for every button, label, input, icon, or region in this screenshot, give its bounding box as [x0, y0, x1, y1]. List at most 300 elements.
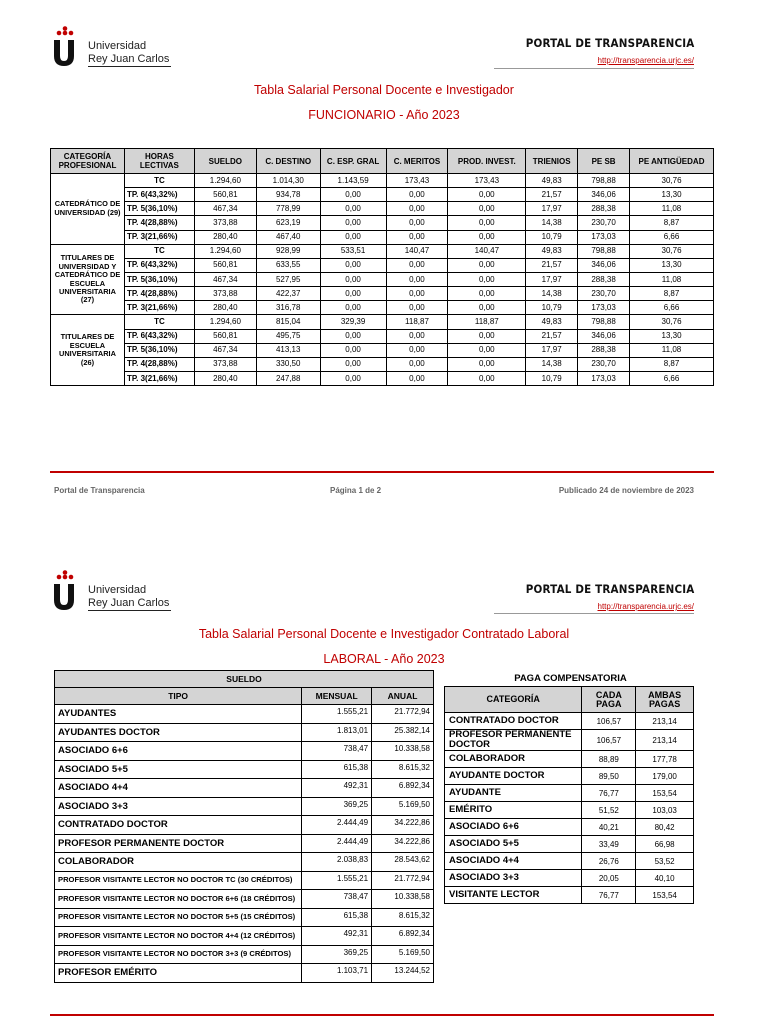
- table-row: [55, 760, 434, 779]
- value-cell: 288,38: [578, 272, 630, 286]
- value-cell: 495,75: [256, 329, 320, 343]
- hours-cell: TP. 3(21,66%): [124, 371, 194, 385]
- categoria-cell: CONTRATADO DOCTOR: [445, 713, 582, 730]
- value-cell: 467,34: [194, 343, 256, 357]
- value-cell: 1.294,60: [194, 244, 256, 258]
- table-header-row: [51, 149, 714, 174]
- hours-cell: TP. 5(36,10%): [124, 202, 194, 216]
- tipo-cell: PROFESOR EMÉRITO: [55, 964, 302, 983]
- table-row: [445, 870, 694, 887]
- value-cell: 467,34: [194, 272, 256, 286]
- value-cell: 467,40: [256, 230, 320, 244]
- column-header: PE SB: [578, 149, 630, 174]
- value-cell: 1.555,21: [302, 705, 372, 724]
- table-caption-row: [55, 671, 434, 688]
- value-cell: 0,00: [386, 329, 448, 343]
- value-cell: 288,38: [578, 343, 630, 357]
- table-row: [51, 272, 714, 286]
- value-cell: 0,00: [386, 216, 448, 230]
- value-cell: 49,83: [526, 174, 578, 188]
- value-cell: 0,00: [386, 188, 448, 202]
- value-cell: 25.382,14: [372, 723, 434, 742]
- hours-cell: TP. 6(43,32%): [124, 188, 194, 202]
- value-cell: 0,00: [320, 329, 386, 343]
- urjc-logo-icon: [52, 570, 78, 616]
- page-1: [0, 0, 768, 510]
- table-row: [55, 779, 434, 798]
- value-cell: 0,00: [386, 371, 448, 385]
- university-name-line1: Universidad: [88, 584, 147, 596]
- hours-cell: TP. 4(28,88%): [124, 357, 194, 371]
- value-cell: 14,38: [526, 287, 578, 301]
- table-header-row: [55, 688, 434, 705]
- paga-compensatoria-table: [444, 686, 694, 904]
- value-cell: 88,89: [582, 751, 636, 768]
- urjc-logo-icon: [52, 26, 78, 72]
- category-cell: CATEDRÁTICO DE UNIVERSIDAD (29): [51, 174, 125, 245]
- value-cell: 8.615,32: [372, 908, 434, 927]
- column-header: AMBAS PAGAS: [636, 687, 694, 713]
- value-cell: 13,30: [630, 329, 714, 343]
- value-cell: 118,87: [448, 315, 526, 329]
- table-row: [55, 871, 434, 890]
- value-cell: 179,00: [636, 768, 694, 785]
- column-header: CATEGORÍA: [445, 687, 582, 713]
- table-row: [51, 244, 714, 258]
- value-cell: 173,03: [578, 230, 630, 244]
- value-cell: 26,76: [582, 853, 636, 870]
- value-cell: 0,00: [386, 230, 448, 244]
- value-cell: 8,87: [630, 357, 714, 371]
- value-cell: 21,57: [526, 188, 578, 202]
- value-cell: 615,38: [302, 760, 372, 779]
- table-row: [51, 230, 714, 244]
- value-cell: 173,03: [578, 301, 630, 315]
- value-cell: 10.338,58: [372, 742, 434, 761]
- value-cell: 0,00: [386, 258, 448, 272]
- value-cell: 738,47: [302, 742, 372, 761]
- value-cell: 280,40: [194, 301, 256, 315]
- university-logo: [52, 570, 171, 616]
- value-cell: 0,00: [448, 216, 526, 230]
- categoria-cell: ASOCIADO 6+6: [445, 819, 582, 836]
- value-cell: 51,52: [582, 802, 636, 819]
- table-row: [55, 816, 434, 835]
- table-row: [51, 343, 714, 357]
- value-cell: 0,00: [448, 272, 526, 286]
- funcionario-salary-table: [50, 148, 714, 386]
- column-header: TRIENIOS: [526, 149, 578, 174]
- column-header: C. MERITOS: [386, 149, 448, 174]
- value-cell: 738,47: [302, 890, 372, 909]
- value-cell: 533,51: [320, 244, 386, 258]
- value-cell: 153,54: [636, 785, 694, 802]
- value-cell: 140,47: [386, 244, 448, 258]
- hours-cell: TC: [124, 315, 194, 329]
- table-row: [51, 287, 714, 301]
- category-cell: TITULARES DE ESCUELA UNIVERSITARIA (26): [51, 315, 125, 386]
- hours-cell: TP. 5(36,10%): [124, 272, 194, 286]
- column-header: SUELDO: [194, 149, 256, 174]
- tipo-cell: CONTRATADO DOCTOR: [55, 816, 302, 835]
- value-cell: 6,66: [630, 230, 714, 244]
- value-cell: 373,88: [194, 216, 256, 230]
- column-header: CADA PAGA: [582, 687, 636, 713]
- value-cell: 140,47: [448, 244, 526, 258]
- value-cell: 8,87: [630, 287, 714, 301]
- value-cell: 0,00: [448, 343, 526, 357]
- value-cell: 177,78: [636, 751, 694, 768]
- tipo-cell: PROFESOR VISITANTE LECTOR NO DOCTOR TC (30 CRÉDITOS): [55, 871, 302, 890]
- compensatoria-caption: PAGA COMPENSATORIA: [514, 673, 627, 684]
- tipo-cell: ASOCIADO 5+5: [55, 760, 302, 779]
- value-cell: 422,37: [256, 287, 320, 301]
- column-header: ANUAL: [372, 688, 434, 705]
- value-cell: 17,97: [526, 343, 578, 357]
- value-cell: 0,00: [448, 329, 526, 343]
- value-cell: 8,87: [630, 216, 714, 230]
- categoria-cell: COLABORADOR: [445, 751, 582, 768]
- value-cell: 247,88: [256, 371, 320, 385]
- table-row: [55, 834, 434, 853]
- value-cell: 106,57: [582, 730, 636, 751]
- value-cell: 213,14: [636, 713, 694, 730]
- value-cell: 0,00: [448, 357, 526, 371]
- value-cell: 329,39: [320, 315, 386, 329]
- value-cell: 0,00: [320, 287, 386, 301]
- value-cell: 33,49: [582, 836, 636, 853]
- hours-cell: TC: [124, 174, 194, 188]
- value-cell: 49,83: [526, 244, 578, 258]
- value-cell: 0,00: [448, 188, 526, 202]
- value-cell: 1.103,71: [302, 964, 372, 983]
- column-header: HORAS LECTIVAS: [124, 149, 194, 174]
- value-cell: 173,43: [386, 174, 448, 188]
- value-cell: 14,38: [526, 357, 578, 371]
- value-cell: 230,70: [578, 287, 630, 301]
- categoria-cell: ASOCIADO 5+5: [445, 836, 582, 853]
- value-cell: 13,30: [630, 258, 714, 272]
- value-cell: 560,81: [194, 188, 256, 202]
- value-cell: 106,57: [582, 713, 636, 730]
- value-cell: 1.813,01: [302, 723, 372, 742]
- value-cell: 34.222,86: [372, 816, 434, 835]
- table-row: [51, 371, 714, 385]
- table-row: [445, 887, 694, 904]
- table-row: [55, 908, 434, 927]
- column-header: C. DESTINO: [256, 149, 320, 174]
- value-cell: 6,66: [630, 301, 714, 315]
- value-cell: 213,14: [636, 730, 694, 751]
- value-cell: 21,57: [526, 258, 578, 272]
- table-header-row: [445, 687, 694, 713]
- table-row: [445, 713, 694, 730]
- table-row: [55, 890, 434, 909]
- value-cell: 49,83: [526, 315, 578, 329]
- page-subtitle: FUNCIONARIO - Año 2023: [308, 108, 460, 122]
- table-row: [55, 797, 434, 816]
- value-cell: 13,30: [630, 188, 714, 202]
- value-cell: 615,38: [302, 908, 372, 927]
- value-cell: 1.014,30: [256, 174, 320, 188]
- value-cell: 11,08: [630, 272, 714, 286]
- tipo-cell: ASOCIADO 6+6: [55, 742, 302, 761]
- header-divider: [494, 68, 694, 69]
- value-cell: 80,42: [636, 819, 694, 836]
- value-cell: 30,76: [630, 315, 714, 329]
- value-cell: 10,79: [526, 301, 578, 315]
- footer-page-number: Página 1 de 2: [330, 486, 382, 495]
- tipo-cell: AYUDANTES DOCTOR: [55, 723, 302, 742]
- table-row: [51, 329, 714, 343]
- page-subtitle: LABORAL - Año 2023: [323, 652, 445, 666]
- portal-header: [507, 36, 694, 65]
- value-cell: 1.294,60: [194, 315, 256, 329]
- table-row: [445, 802, 694, 819]
- value-cell: 560,81: [194, 258, 256, 272]
- table-row: [55, 742, 434, 761]
- value-cell: 34.222,86: [372, 834, 434, 853]
- value-cell: 118,87: [386, 315, 448, 329]
- table-caption: SUELDO: [55, 671, 434, 688]
- value-cell: 288,38: [578, 202, 630, 216]
- table-row: [51, 301, 714, 315]
- table-row: [51, 202, 714, 216]
- page-2: [0, 560, 768, 1024]
- value-cell: 0,00: [448, 258, 526, 272]
- value-cell: 413,13: [256, 343, 320, 357]
- value-cell: 21.772,94: [372, 871, 434, 890]
- value-cell: 0,00: [448, 230, 526, 244]
- value-cell: 0,00: [448, 287, 526, 301]
- tipo-cell: AYUDANTES: [55, 705, 302, 724]
- tipo-cell: ASOCIADO 4+4: [55, 779, 302, 798]
- categoria-cell: VISITANTE LECTOR: [445, 887, 582, 904]
- value-cell: 10.338,58: [372, 890, 434, 909]
- tipo-cell: PROFESOR VISITANTE LECTOR NO DOCTOR 3+3 (9 CRÉDITOS): [55, 945, 302, 964]
- value-cell: 0,00: [386, 357, 448, 371]
- value-cell: 0,00: [448, 371, 526, 385]
- portal-url-link[interactable]: http://transparencia.urjc.es/: [597, 56, 694, 65]
- value-cell: 173,03: [578, 371, 630, 385]
- portal-title: PORTAL DE TRANSPARENCIA: [525, 582, 694, 596]
- footer-published-date: Publicado 24 de noviembre de 2023: [558, 486, 694, 495]
- value-cell: 373,88: [194, 357, 256, 371]
- value-cell: 0,00: [448, 202, 526, 216]
- value-cell: 280,40: [194, 371, 256, 385]
- value-cell: 6.892,34: [372, 927, 434, 946]
- value-cell: 14,38: [526, 216, 578, 230]
- value-cell: 0,00: [386, 301, 448, 315]
- column-header: C. ESP. GRAL: [320, 149, 386, 174]
- value-cell: 373,88: [194, 287, 256, 301]
- column-header: TIPO: [55, 688, 302, 705]
- tipo-cell: PROFESOR VISITANTE LECTOR NO DOCTOR 6+6 (18 CRÉDITOS): [55, 890, 302, 909]
- value-cell: 17,97: [526, 202, 578, 216]
- value-cell: 330,50: [256, 357, 320, 371]
- value-cell: 467,34: [194, 202, 256, 216]
- value-cell: 560,81: [194, 329, 256, 343]
- hours-cell: TP. 6(43,32%): [124, 329, 194, 343]
- value-cell: 934,78: [256, 188, 320, 202]
- table-row: [55, 723, 434, 742]
- table-row: [445, 836, 694, 853]
- tipo-cell: COLABORADOR: [55, 853, 302, 872]
- value-cell: 778,99: [256, 202, 320, 216]
- value-cell: 230,70: [578, 216, 630, 230]
- table-row: [51, 188, 714, 202]
- value-cell: 8.615,32: [372, 760, 434, 779]
- value-cell: 2.038,83: [302, 853, 372, 872]
- table-row: [51, 174, 714, 188]
- value-cell: 0,00: [386, 272, 448, 286]
- value-cell: 0,00: [448, 301, 526, 315]
- value-cell: 0,00: [320, 216, 386, 230]
- tipo-cell: PROFESOR PERMANENTE DOCTOR: [55, 834, 302, 853]
- categoria-cell: PROFESOR PERMANENTE DOCTOR: [445, 730, 582, 751]
- value-cell: 0,00: [320, 188, 386, 202]
- hours-cell: TP. 4(28,88%): [124, 216, 194, 230]
- value-cell: 0,00: [320, 357, 386, 371]
- value-cell: 153,54: [636, 887, 694, 904]
- table-row: [445, 853, 694, 870]
- table-row: [445, 768, 694, 785]
- value-cell: 798,88: [578, 315, 630, 329]
- table-row: [55, 853, 434, 872]
- value-cell: 2.444,49: [302, 834, 372, 853]
- value-cell: 21.772,94: [372, 705, 434, 724]
- value-cell: 527,95: [256, 272, 320, 286]
- table-row: [445, 730, 694, 751]
- table-row: [55, 927, 434, 946]
- value-cell: 492,31: [302, 927, 372, 946]
- column-header: MENSUAL: [302, 688, 372, 705]
- value-cell: 0,00: [386, 202, 448, 216]
- categoria-cell: EMÉRITO: [445, 802, 582, 819]
- value-cell: 0,00: [320, 258, 386, 272]
- value-cell: 28.543,62: [372, 853, 434, 872]
- university-name-line2: Rey Juan Carlos: [88, 597, 170, 609]
- value-cell: 30,76: [630, 244, 714, 258]
- portal-title: PORTAL DE TRANSPARENCIA: [525, 36, 694, 50]
- laboral-sueldo-table: [54, 670, 434, 983]
- value-cell: 20,05: [582, 870, 636, 887]
- value-cell: 0,00: [320, 371, 386, 385]
- table-row: [55, 705, 434, 724]
- table-row: [55, 964, 434, 983]
- footer-divider: [50, 471, 714, 473]
- column-header: PE ANTIGÜEDAD: [630, 149, 714, 174]
- value-cell: 0,00: [320, 202, 386, 216]
- value-cell: 0,00: [320, 230, 386, 244]
- table-row: [51, 258, 714, 272]
- hours-cell: TP. 6(43,32%): [124, 258, 194, 272]
- value-cell: 928,99: [256, 244, 320, 258]
- page-title: Tabla Salarial Personal Docente e Investigador: [254, 83, 514, 97]
- university-name: [88, 40, 171, 67]
- value-cell: 21,57: [526, 329, 578, 343]
- hours-cell: TP. 5(36,10%): [124, 343, 194, 357]
- table-row: [445, 819, 694, 836]
- value-cell: 633,55: [256, 258, 320, 272]
- value-cell: 6,66: [630, 371, 714, 385]
- value-cell: 369,25: [302, 945, 372, 964]
- value-cell: 280,40: [194, 230, 256, 244]
- categoria-cell: AYUDANTE: [445, 785, 582, 802]
- value-cell: 103,03: [636, 802, 694, 819]
- value-cell: 346,06: [578, 188, 630, 202]
- hours-cell: TP. 3(21,66%): [124, 301, 194, 315]
- value-cell: 1.555,21: [302, 871, 372, 890]
- value-cell: 798,88: [578, 174, 630, 188]
- categoria-cell: ASOCIADO 4+4: [445, 853, 582, 870]
- table-row: [55, 945, 434, 964]
- table-row: [445, 751, 694, 768]
- value-cell: 53,52: [636, 853, 694, 870]
- categoria-cell: ASOCIADO 3+3: [445, 870, 582, 887]
- value-cell: 76,77: [582, 887, 636, 904]
- value-cell: 30,76: [630, 174, 714, 188]
- column-header: PROD. INVEST.: [448, 149, 526, 174]
- value-cell: 2.444,49: [302, 816, 372, 835]
- value-cell: 10,79: [526, 371, 578, 385]
- column-header: CATEGORÍA PROFESIONAL: [51, 149, 125, 174]
- value-cell: 40,10: [636, 870, 694, 887]
- value-cell: 316,78: [256, 301, 320, 315]
- value-cell: 346,06: [578, 329, 630, 343]
- value-cell: 0,00: [320, 272, 386, 286]
- table-row: [51, 315, 714, 329]
- value-cell: 492,31: [302, 779, 372, 798]
- hours-cell: TP. 3(21,66%): [124, 230, 194, 244]
- value-cell: 5.169,50: [372, 945, 434, 964]
- value-cell: 173,43: [448, 174, 526, 188]
- tipo-cell: PROFESOR VISITANTE LECTOR NO DOCTOR 5+5 (15 CRÉDITOS): [55, 908, 302, 927]
- tipo-cell: ASOCIADO 3+3: [55, 797, 302, 816]
- university-name-line1: Universidad: [88, 40, 147, 52]
- value-cell: 6.892,34: [372, 779, 434, 798]
- value-cell: 369,25: [302, 797, 372, 816]
- value-cell: 230,70: [578, 357, 630, 371]
- value-cell: 815,04: [256, 315, 320, 329]
- table-row: [51, 216, 714, 230]
- value-cell: 76,77: [582, 785, 636, 802]
- value-cell: 798,88: [578, 244, 630, 258]
- value-cell: 346,06: [578, 258, 630, 272]
- hours-cell: TP. 4(28,88%): [124, 287, 194, 301]
- value-cell: 89,50: [582, 768, 636, 785]
- category-cell: TITULARES DE UNIVERSIDAD Y CATEDRÁTICO DE ESCUELA UNIVERSITARIA (27): [51, 244, 125, 315]
- value-cell: 0,00: [386, 287, 448, 301]
- table-row: [51, 357, 714, 371]
- value-cell: 0,00: [320, 343, 386, 357]
- portal-url-link[interactable]: http://transparencia.urjc.es/: [597, 602, 694, 611]
- value-cell: 0,00: [386, 343, 448, 357]
- page-title: Tabla Salarial Personal Docente e Investigador Contratado Laboral: [198, 627, 570, 641]
- value-cell: 623,19: [256, 216, 320, 230]
- university-name: [88, 584, 171, 611]
- value-cell: 13.244,52: [372, 964, 434, 983]
- footer-divider: [50, 1014, 714, 1016]
- value-cell: 11,08: [630, 202, 714, 216]
- tipo-cell: PROFESOR VISITANTE LECTOR NO DOCTOR 4+4 (12 CRÉDITOS): [55, 927, 302, 946]
- value-cell: 1.294,60: [194, 174, 256, 188]
- university-logo: [52, 26, 171, 72]
- value-cell: 11,08: [630, 343, 714, 357]
- value-cell: 5.169,50: [372, 797, 434, 816]
- hours-cell: TC: [124, 244, 194, 258]
- portal-header: [507, 582, 694, 611]
